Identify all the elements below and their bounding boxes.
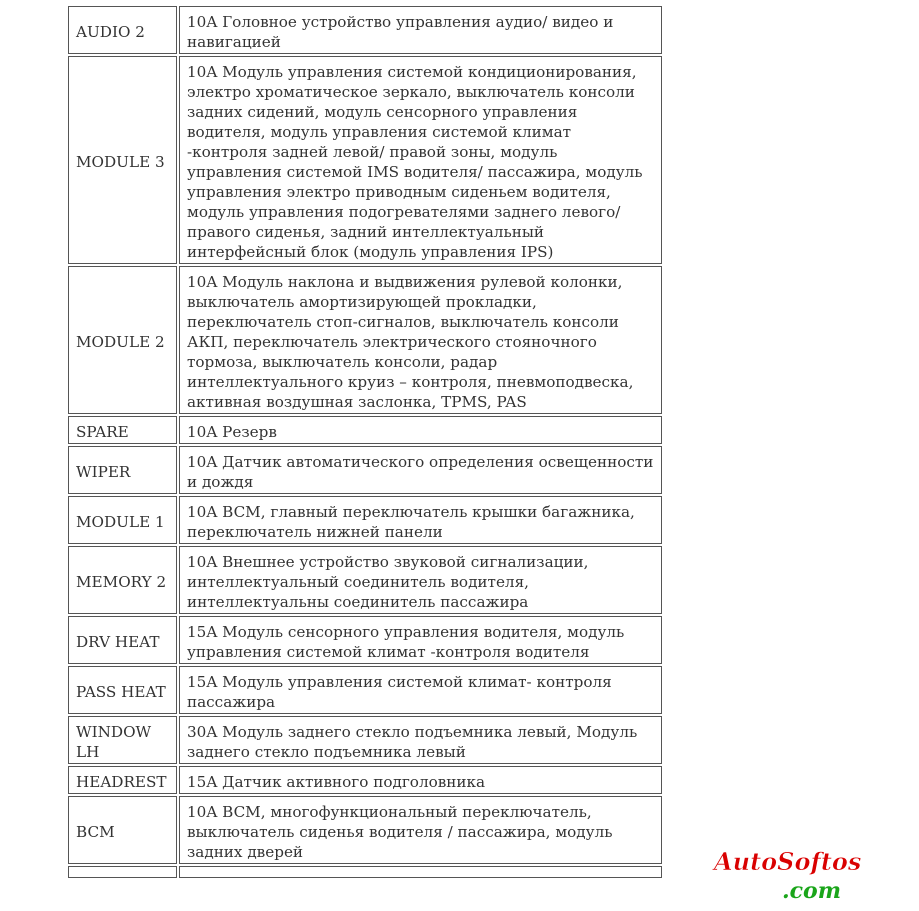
fuse-name-cell: MODULE 2 [68, 266, 177, 414]
fuse-row [68, 666, 662, 714]
fuse-description-cell: 10A Внешнее устройство звуковой сигнализации, интеллектуальный соединитель водителя, интеллектуальны соединитель пассажира [179, 546, 662, 614]
fuse-description-cell: 15A Датчик активного подголовника [179, 766, 662, 794]
fuse-row [68, 616, 662, 664]
fuse-table-body [68, 6, 662, 878]
fuse-table [66, 4, 664, 880]
fuse-row [68, 766, 662, 794]
fuse-name-cell: WINDOW LH [68, 716, 177, 764]
fuse-name-cell: HEADREST [68, 766, 177, 794]
fuse-name-cell: AUDIO 2 [68, 6, 177, 54]
fuse-description-cell: 10A Резерв [179, 416, 662, 444]
fuse-name-cell: DRV HEAT [68, 616, 177, 664]
fuse-name-cell: PASS HEAT [68, 666, 177, 714]
fuse-name-cell: BCM [68, 796, 177, 864]
fuse-row [68, 546, 662, 614]
fuse-name-cell: MODULE 1 [68, 496, 177, 544]
fuse-description-cell: 10A Датчик автоматического определения освещенности и дождя [179, 446, 662, 494]
fuse-cell-partial [68, 866, 177, 878]
fuse-row [68, 716, 662, 764]
fuse-row [68, 796, 662, 864]
fuse-name-cell: MODULE 3 [68, 56, 177, 264]
fuse-description-cell: 10A Головное устройство управления аудио/ видео и навигацией [179, 6, 662, 54]
fuse-name-cell: MEMORY 2 [68, 546, 177, 614]
fuse-row [68, 446, 662, 494]
fuse-name-cell: WIPER [68, 446, 177, 494]
fuse-description-cell: 15A Модуль сенсорного управления водителя, модуль управления системой климат -контроля водителя [179, 616, 662, 664]
watermark-brand: AutoSoftos [714, 847, 862, 876]
fuse-description-cell: 30A Модуль заднего стекло подъемника левый, Модуль заднего стекло подъемника левый [179, 716, 662, 764]
fuse-description-cell: 15A Модуль управления системой климат- контроля пассажира [179, 666, 662, 714]
fuse-row [68, 496, 662, 544]
fuse-cell-partial [179, 866, 662, 878]
fuse-row-partial [68, 866, 662, 878]
watermark-domain: .com [782, 878, 842, 904]
fuse-description-cell: 10A BCM, главный переключатель крышки багажника, переключатель нижней панели [179, 496, 662, 544]
autosoftos-watermark [712, 842, 902, 906]
fuse-row [68, 416, 662, 444]
fuse-description-cell: 10A Модуль наклона и выдвижения рулевой колонки, выключатель амортизирующей прокладки, переключатель стоп-сигналов, выключатель консоли АКП, переключатель электрического стояночного тормоза, выключатель консоли, радар интеллектуального круиз – контроля, пневмоподвеска, активная воздушная заслонка, TPMS, PAS [179, 266, 662, 414]
fuse-description-cell: 10A BCM, многофункциональный переключатель, выключатель сиденья водителя / пассажира, модуль задних дверей [179, 796, 662, 864]
fuse-name-cell: SPARE [68, 416, 177, 444]
fuse-description-cell: 10A Модуль управления системой кондиционирования, электро хроматическое зеркало, выключатель консоли задних сидений, модуль сенсорного управления водителя, модуль управления системой климат -контроля задней левой/ правой зоны, модуль управления системой IMS водителя/ пассажира, модуль управления электро приводным сиденьем водителя, модуль управления подогревателями заднего левого/ правого сиденья, задний интеллектуальный интерфейсный блок (модуль управления IPS) [179, 56, 662, 264]
fuse-row [68, 266, 662, 414]
fuse-row [68, 6, 662, 54]
fuse-row [68, 56, 662, 264]
